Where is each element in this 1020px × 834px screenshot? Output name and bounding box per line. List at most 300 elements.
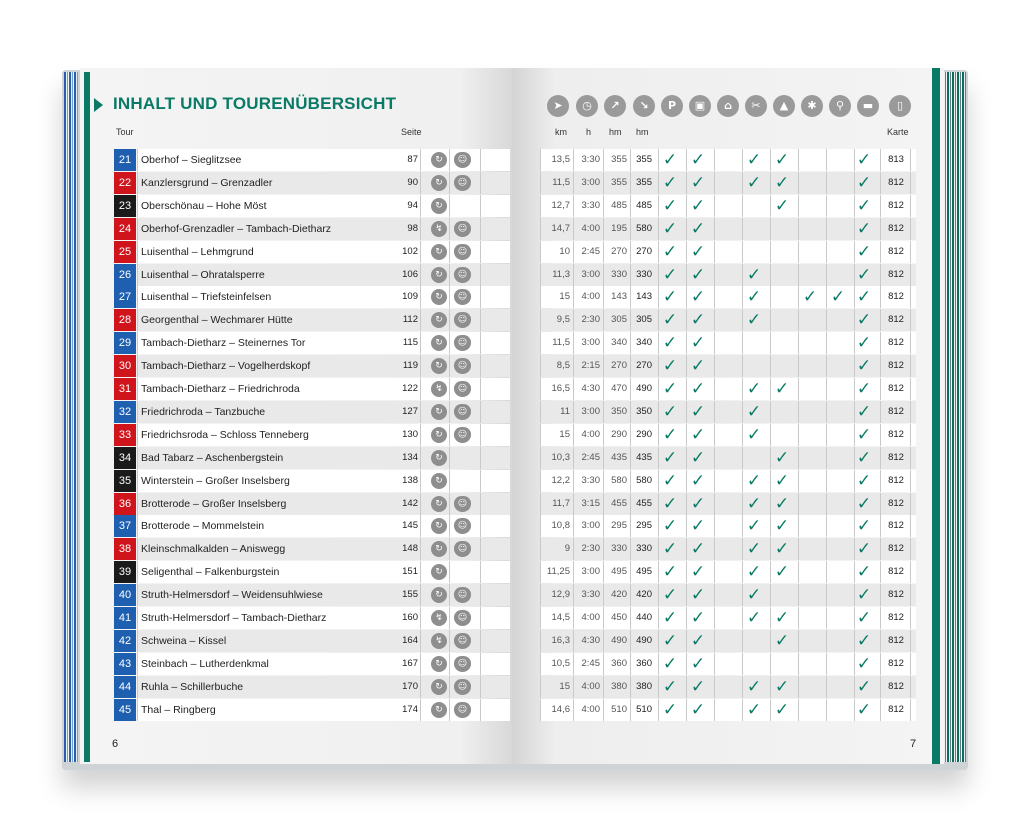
tour-hm-up: 143: [611, 291, 627, 303]
page-number-left: 6: [112, 738, 119, 750]
cell-divider: [420, 172, 421, 194]
cell-divider: [910, 172, 911, 194]
tour-page: 98: [407, 222, 418, 234]
tour-hm-down: 290: [636, 428, 652, 440]
check-icon: ✓: [856, 379, 872, 399]
tour-name: Oberhof-Grenzadler – Tambach-Dietharz: [141, 222, 332, 235]
table-row: [0, 172, 1020, 194]
check-icon: ✓: [774, 676, 790, 697]
cell-divider: [910, 607, 911, 629]
cell-divider: [880, 332, 881, 354]
tour-hours: 2:45: [581, 245, 600, 257]
check-icon: ✓: [856, 356, 872, 377]
check-icon: ✓: [662, 516, 678, 537]
cell-divider: [910, 309, 911, 331]
tour-hours: 4:00: [581, 291, 600, 303]
tour-hours: 2:30: [581, 314, 600, 326]
check-icon: ✓: [746, 585, 762, 606]
check-icon: ✓: [662, 493, 678, 514]
header-hm-up: hm: [609, 127, 622, 137]
tour-page: 155: [402, 589, 418, 601]
cell-divider: [449, 195, 450, 217]
check-icon: ✓: [856, 653, 872, 674]
tour-hm-down: 510: [636, 703, 652, 715]
tour-number: 22: [114, 172, 136, 194]
cell-divider: [137, 355, 138, 377]
signpost-icon: ➤: [547, 95, 569, 117]
family-friendly-icon: ☺: [454, 633, 471, 649]
tour-number: 34: [114, 447, 136, 469]
cell-divider: [714, 653, 715, 675]
cell-divider: [910, 470, 911, 492]
check-icon: ✓: [662, 333, 678, 354]
cell-divider: [880, 401, 881, 423]
cell-divider: [137, 218, 138, 240]
cell-divider: [420, 218, 421, 240]
cell-divider: [420, 630, 421, 652]
table-row: [0, 241, 1020, 263]
tour-hm-up: 340: [611, 337, 627, 349]
cell-divider: [480, 470, 481, 492]
cell-divider: [714, 561, 715, 583]
cell-divider: [880, 378, 881, 400]
tour-hm-up: 420: [611, 589, 627, 601]
cell-divider: [137, 699, 138, 721]
cell-divider: [137, 470, 138, 492]
tour-map: 812: [888, 360, 904, 372]
check-icon: ✓: [690, 424, 706, 445]
tour-name: Winterstein – Großer Inselsberg: [141, 474, 290, 487]
tour-hm-down: 270: [636, 245, 652, 257]
cell-divider: [420, 355, 421, 377]
cell-divider: [826, 218, 827, 240]
cell-divider: [910, 218, 911, 240]
table-row: [0, 447, 1020, 469]
cell-divider: [137, 630, 138, 652]
tour-name: Steinbach – Lutherdenkmal: [141, 657, 269, 670]
cell-divider: [420, 561, 421, 583]
tour-hm-up: 350: [611, 405, 627, 417]
tour-hours: 3:30: [581, 589, 600, 601]
check-icon: ✓: [856, 172, 872, 193]
cell-divider: [480, 584, 481, 606]
cell-divider: [910, 149, 911, 171]
check-icon: ✓: [856, 493, 872, 514]
tour-name: Kleinschmalkalden – Aniswegg: [141, 543, 286, 556]
tour-number: 28: [114, 309, 136, 331]
cell-divider: [826, 515, 827, 537]
tour-page: 87: [407, 154, 418, 165]
cell-divider: [449, 630, 450, 652]
cell-divider: [826, 447, 827, 469]
cell-divider: [449, 561, 450, 583]
tour-name: Luisenthal – Ohratalsperre: [141, 268, 265, 281]
tour-hm-up: 510: [611, 703, 627, 715]
cell-divider: [880, 195, 881, 217]
check-icon: ✓: [662, 424, 678, 445]
check-icon: ✓: [856, 424, 872, 445]
check-icon: ✓: [662, 539, 678, 560]
check-icon: ✓: [690, 195, 706, 216]
check-icon: ✓: [746, 608, 762, 628]
table-row: [0, 699, 1020, 721]
cell-divider: [480, 355, 481, 377]
cell-divider: [480, 561, 481, 583]
tour-number: 21: [114, 149, 136, 171]
cell-divider: [910, 424, 911, 446]
cell-divider: [480, 538, 481, 560]
cell-divider: [714, 195, 715, 217]
cell-divider: [910, 286, 911, 308]
tour-page: 160: [402, 612, 418, 623]
cell-divider: [449, 515, 450, 537]
cell-divider: [798, 172, 799, 194]
cell-divider: [798, 378, 799, 400]
check-icon: ✓: [856, 676, 872, 697]
cell-divider: [826, 241, 827, 263]
cell-divider: [910, 676, 911, 698]
cell-divider: [714, 470, 715, 492]
table-row: [0, 309, 1020, 331]
tour-hm-down: 143: [636, 291, 652, 303]
tour-number: 26: [114, 264, 136, 286]
check-icon: ✓: [830, 287, 846, 308]
cell-divider: [420, 607, 421, 629]
cell-divider: [420, 699, 421, 721]
cell-divider: [880, 630, 881, 652]
tour-map: 812: [888, 337, 904, 349]
cell-divider: [798, 241, 799, 263]
tour-page: 170: [402, 680, 418, 692]
cell-divider: [826, 309, 827, 331]
tour-hm-up: 330: [611, 543, 627, 555]
cell-divider: [420, 493, 421, 515]
table-row: [0, 676, 1020, 698]
cell-divider: [798, 332, 799, 354]
check-icon: ✓: [746, 172, 762, 193]
check-icon: ✓: [774, 630, 790, 651]
cell-divider: [798, 264, 799, 286]
tour-hours: 2:30: [581, 543, 600, 555]
tour-number: 36: [114, 493, 136, 515]
tour-km: 9: [564, 543, 570, 555]
cell-divider: [137, 264, 138, 286]
cell-divider: [420, 149, 421, 171]
tour-hours: 2:45: [581, 451, 600, 463]
tour-hm-up: 360: [611, 657, 627, 669]
tour-name: Struth-Helmersdorf – Tambach-Dietharz: [141, 612, 327, 624]
tour-map: 812: [888, 383, 904, 394]
cell-divider: [880, 653, 881, 675]
family-friendly-icon: ☺: [454, 335, 471, 351]
cell-divider: [449, 309, 450, 331]
cell-divider: [798, 309, 799, 331]
tour-km: 14,7: [551, 222, 570, 234]
check-icon: ✓: [690, 401, 706, 422]
cell-divider: [798, 195, 799, 217]
tour-number: 44: [114, 676, 136, 698]
check-icon: ✓: [690, 585, 706, 606]
cell-divider: [880, 424, 881, 446]
cell-divider: [880, 355, 881, 377]
tour-hm-up: 450: [611, 612, 627, 623]
cell-divider: [137, 561, 138, 583]
cell-divider: [420, 676, 421, 698]
cell-divider: [714, 584, 715, 606]
circular-route-icon: ↻: [431, 541, 447, 557]
check-icon: ✓: [856, 447, 872, 468]
tour-page: 142: [402, 497, 418, 509]
check-icon: ✓: [774, 470, 790, 491]
tour-number: 38: [114, 538, 136, 560]
check-icon: ✓: [746, 401, 762, 422]
cell-divider: [714, 149, 715, 171]
tour-hm-up: 470: [611, 383, 627, 394]
cell-divider: [714, 264, 715, 286]
cell-divider: [770, 264, 771, 286]
circular-route-icon: ↻: [431, 267, 447, 283]
tour-map: 812: [888, 314, 904, 326]
tour-map: 812: [888, 245, 904, 257]
tour-hm-down: 340: [636, 337, 652, 349]
check-icon: ✓: [856, 401, 872, 422]
tour-hours: 4:00: [581, 703, 600, 715]
cell-divider: [449, 607, 450, 629]
check-icon: ✓: [746, 493, 762, 514]
family-friendly-icon: ☺: [454, 404, 471, 420]
table-row: [0, 286, 1020, 308]
tour-hours: 3:00: [581, 268, 600, 280]
check-icon: ✓: [856, 608, 872, 628]
cell-divider: [480, 286, 481, 308]
tour-km: 11,25: [546, 566, 570, 578]
tour-km: 15: [559, 291, 570, 303]
cell-divider: [798, 538, 799, 560]
cell-divider: [798, 607, 799, 629]
check-icon: ✓: [746, 470, 762, 491]
check-icon: ✓: [746, 699, 762, 720]
circular-route-icon: ↻: [431, 473, 447, 489]
cell-divider: [714, 424, 715, 446]
check-icon: ✓: [856, 333, 872, 354]
tour-hours: 3:30: [581, 154, 600, 165]
tour-hm-down: 580: [636, 474, 652, 486]
cell-divider: [714, 699, 715, 721]
tour-hm-down: 295: [636, 520, 652, 532]
cell-divider: [449, 172, 450, 194]
check-icon: ✓: [856, 218, 872, 239]
tour-hm-up: 435: [611, 451, 627, 463]
tour-name: Seligenthal – Falkenburgstein: [141, 566, 280, 579]
tour-page: 167: [402, 657, 418, 669]
cell-divider: [910, 584, 911, 606]
cell-divider: [137, 447, 138, 469]
cell-divider: [910, 378, 911, 400]
cell-divider: [480, 378, 481, 400]
cell-divider: [880, 172, 881, 194]
check-icon: ✓: [856, 241, 872, 262]
circular-route-icon: ↻: [431, 656, 447, 672]
check-icon: ✓: [746, 516, 762, 537]
cell-divider: [770, 309, 771, 331]
circular-route-icon: ↻: [431, 450, 447, 466]
tour-name: Tambach-Dietharz – Friedrichroda: [141, 383, 300, 395]
tour-name: Struth-Helmersdorf – Weidensuhlwiese: [141, 589, 323, 602]
tour-km: 12,7: [551, 199, 570, 211]
tour-page: 94: [407, 199, 418, 211]
cell-divider: [480, 172, 481, 194]
tour-km: 14,6: [551, 703, 570, 715]
tour-hm-down: 380: [636, 680, 652, 692]
cell-divider: [742, 447, 743, 469]
cell-divider: [449, 378, 450, 400]
tour-hours: 3:00: [581, 520, 600, 532]
cell-divider: [798, 401, 799, 423]
circular-route-icon: ↻: [431, 289, 447, 305]
tour-hours: 3:00: [581, 405, 600, 417]
cell-divider: [420, 447, 421, 469]
check-icon: ✓: [856, 310, 872, 331]
tour-hm-down: 305: [636, 314, 652, 326]
page-title: INHALT UND TOURENÜBERSICHT: [113, 94, 397, 113]
cell-divider: [137, 195, 138, 217]
check-icon: ✓: [774, 150, 790, 170]
check-icon: ✓: [856, 470, 872, 491]
check-icon: ✓: [690, 699, 706, 720]
tour-hm-up: 295: [611, 520, 627, 532]
circular-route-icon: ↻: [431, 198, 447, 214]
family-friendly-icon: ☺: [454, 358, 471, 374]
tour-name: Georgenthal – Wechmarer Hütte: [141, 314, 293, 327]
table-row: [0, 493, 1020, 515]
cell-divider: [910, 630, 911, 652]
tour-number: 41: [114, 607, 136, 629]
cell-divider: [742, 241, 743, 263]
family-friendly-icon: ☺: [454, 244, 471, 260]
cell-divider: [449, 332, 450, 354]
check-icon: ✓: [746, 150, 762, 170]
cell-divider: [449, 241, 450, 263]
check-icon: ✓: [662, 585, 678, 606]
map-icon: ▯: [889, 95, 911, 117]
tour-hours: 3:30: [581, 199, 600, 211]
family-friendly-icon: ☺: [454, 312, 471, 328]
tour-name: Ruhla – Schillerbuche: [141, 680, 244, 693]
tour-hours: 4:30: [581, 383, 600, 394]
cell-divider: [480, 218, 481, 240]
table-row: [0, 653, 1020, 675]
tour-name: Brotterode – Großer Inselsberg: [141, 497, 287, 510]
tour-page: 109: [402, 291, 418, 303]
cell-divider: [770, 286, 771, 308]
cell-divider: [714, 241, 715, 263]
cell-divider: [910, 195, 911, 217]
check-icon: ✓: [690, 333, 706, 354]
cell-divider: [770, 332, 771, 354]
check-icon: ✓: [690, 447, 706, 468]
circular-route-icon: ↻: [431, 152, 447, 168]
cell-divider: [420, 309, 421, 331]
tour-km: 14,5: [551, 612, 570, 623]
tour-hours: 3:15: [581, 497, 600, 509]
cell-divider: [826, 561, 827, 583]
cell-divider: [742, 630, 743, 652]
check-icon: ✓: [690, 150, 706, 170]
cell-divider: [420, 584, 421, 606]
cell-divider: [449, 447, 450, 469]
cell-divider: [714, 401, 715, 423]
header-hm-down: hm: [636, 127, 649, 137]
tour-hm-up: 270: [611, 245, 627, 257]
tour-page: 145: [402, 520, 418, 532]
tour-km: 12,2: [551, 474, 570, 486]
tour-map: 812: [888, 451, 904, 463]
table-row: [0, 584, 1020, 606]
cell-divider: [714, 515, 715, 537]
check-icon: ✓: [662, 218, 678, 239]
cell-divider: [137, 149, 138, 171]
tour-map: 812: [888, 222, 904, 234]
tour-page: 130: [402, 428, 418, 440]
cell-divider: [714, 447, 715, 469]
check-icon: ✓: [690, 516, 706, 537]
check-icon: ✓: [690, 379, 706, 399]
tour-hm-down: 350: [636, 405, 652, 417]
tour-number: 24: [114, 218, 136, 240]
cell-divider: [770, 401, 771, 423]
cell-divider: [770, 218, 771, 240]
cell-divider: [826, 195, 827, 217]
check-icon: ✓: [746, 676, 762, 697]
cell-divider: [480, 149, 481, 171]
cell-divider: [714, 493, 715, 515]
table-row: [0, 607, 1020, 629]
cell-divider: [910, 447, 911, 469]
tour-hm-down: 330: [636, 543, 652, 555]
cell-divider: [798, 630, 799, 652]
check-icon: ✓: [774, 516, 790, 537]
downhill-icon: ↘: [633, 95, 655, 117]
restaurant-icon: ✂: [745, 95, 767, 117]
tour-name: Thal – Ringberg: [141, 703, 216, 716]
cell-divider: [798, 470, 799, 492]
cell-divider: [910, 241, 911, 263]
tour-map: 812: [888, 634, 904, 646]
cell-divider: [880, 309, 881, 331]
cell-divider: [798, 447, 799, 469]
cell-divider: [137, 424, 138, 446]
tour-map: 812: [888, 199, 904, 211]
tour-km: 10,3: [551, 451, 570, 463]
tour-hm-up: 455: [611, 497, 627, 509]
tour-hm-up: 270: [611, 360, 627, 372]
cell-divider: [826, 699, 827, 721]
cell-divider: [449, 676, 450, 698]
cell-divider: [420, 653, 421, 675]
cell-divider: [714, 676, 715, 698]
tour-page: 115: [402, 337, 418, 349]
cell-divider: [714, 332, 715, 354]
table-row: [0, 424, 1020, 446]
cell-divider: [449, 493, 450, 515]
table-row: [0, 378, 1020, 400]
check-icon: ✓: [690, 539, 706, 560]
clock-icon: ◷: [576, 95, 598, 117]
tour-page: 127: [402, 405, 418, 417]
tour-name: Luisenthal – Triefsteinfelsen: [141, 291, 272, 304]
summit-icon: ▲: [773, 95, 795, 117]
cell-divider: [449, 286, 450, 308]
